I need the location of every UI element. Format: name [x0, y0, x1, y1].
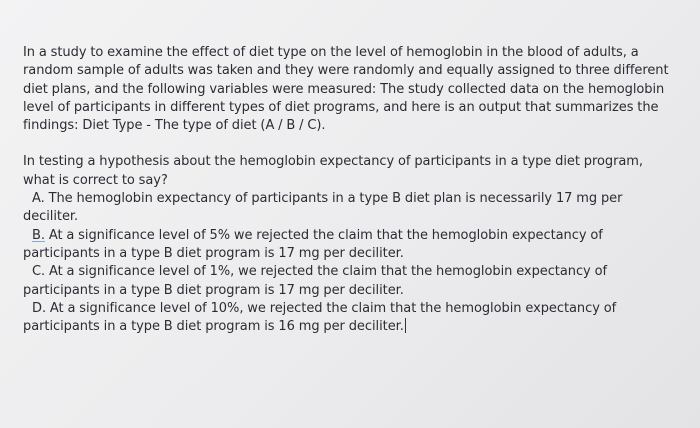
- option-b-text: At a significance level of 5% we rejected the claim that the hemoglobin expectancy of participants in a type B diet program is 17 mg per deciliter.: [23, 227, 603, 261]
- option-a: A. The hemoglobin expectancy of participants in a type B diet plan is necessarily 17 mg per deciliter.: [23, 191, 623, 225]
- option-d: [23, 300, 670, 337]
- option-b: [23, 227, 670, 264]
- option-d-text: D. At a significance level of 10%, we rejected the claim that the hemoglobin expectancy of participants in a type B diet program is 16 mg per deciliter.: [23, 300, 617, 335]
- question-text: In testing a hypothesis about the hemoglobin expectancy of participants in a type diet program, what is correct to say?: [23, 154, 643, 188]
- text-cursor: [405, 318, 406, 333]
- option-b-letter: B.: [32, 227, 45, 243]
- intro-paragraph: In a study to examine the effect of diet type on the level of hemoglobin in the blood of adults, a random sample of adults was taken and they were randomly and equally assigned to three different diet plans, and the following variables were measured: The study collected data on the hemoglobin level of participants in different types of diet programs, and here is an output that summarizes the findings: Diet Type - The type of diet (A / B / C).: [23, 45, 669, 134]
- option-c: C. At a significance level of 1%, we rejected the claim that the hemoglobin expectancy of participants in a type B diet program is 17 mg per deciliter.: [23, 264, 608, 298]
